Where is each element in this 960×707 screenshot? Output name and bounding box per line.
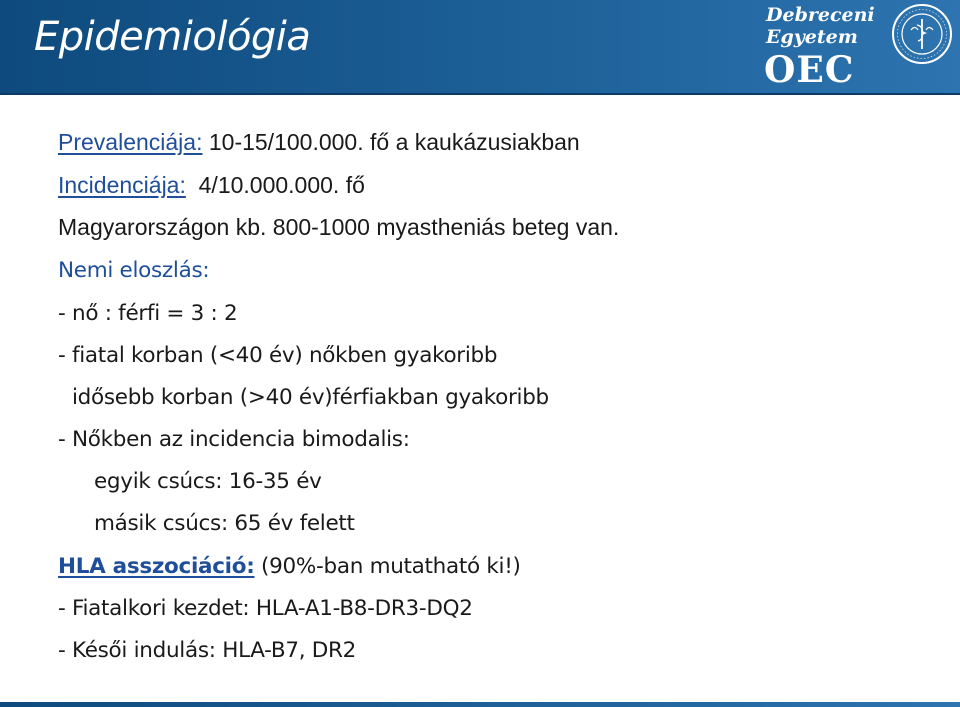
hla-late-onset-line: - Késői indulás: HLA-B7, DR2: [58, 638, 357, 663]
hla-value: (90%-ban mutatható ki!): [254, 554, 521, 579]
sex-ratio-line: - nő : férfi = 3 : 2: [58, 301, 238, 326]
incidence-label: Incidenciája:: [58, 172, 186, 198]
slide-header: [0, 0, 960, 95]
incidence-line: [58, 172, 365, 199]
hla-line: [58, 554, 521, 579]
logo-line-1: Debreceni: [766, 4, 875, 26]
university-logo: [758, 0, 960, 93]
second-peak-line: másik csúcs: 65 év felett: [94, 511, 355, 536]
hla-label: HLA asszociáció:: [58, 554, 255, 579]
bimodal-line: - Nőkben az incidencia bimodalis:: [58, 427, 410, 452]
hla-early-onset-line: - Fiatalkori kezdet: HLA-A1-B8-DR3-DQ2: [58, 596, 473, 621]
young-age-line: - fiatal korban (<40 év) nőkben gyakoribb: [58, 343, 498, 368]
hungary-line: Magyarországon kb. 800-1000 myastheniás beteg van.: [58, 214, 620, 240]
sex-distribution-label: Nemi eloszlás:: [58, 258, 210, 283]
logo-line-2: Egyetem: [766, 26, 858, 48]
prevalence-value: 10-15/100.000. fő a kaukázusiakban: [202, 129, 580, 155]
prevalence-line: [58, 129, 580, 156]
university-seal-icon: [891, 3, 953, 65]
logo-abbr: OEC: [764, 49, 855, 91]
prevalence-label: Prevalenciája:: [58, 129, 203, 155]
slide-title: Epidemiológia: [34, 14, 311, 60]
incidence-value: 4/10.000.000. fő: [185, 172, 365, 198]
first-peak-line: egyik csúcs: 16-35 év: [94, 469, 322, 494]
bottom-rule: [0, 702, 960, 707]
older-age-line: idősebb korban (>40 év)férfiakban gyakoribb: [72, 385, 549, 410]
